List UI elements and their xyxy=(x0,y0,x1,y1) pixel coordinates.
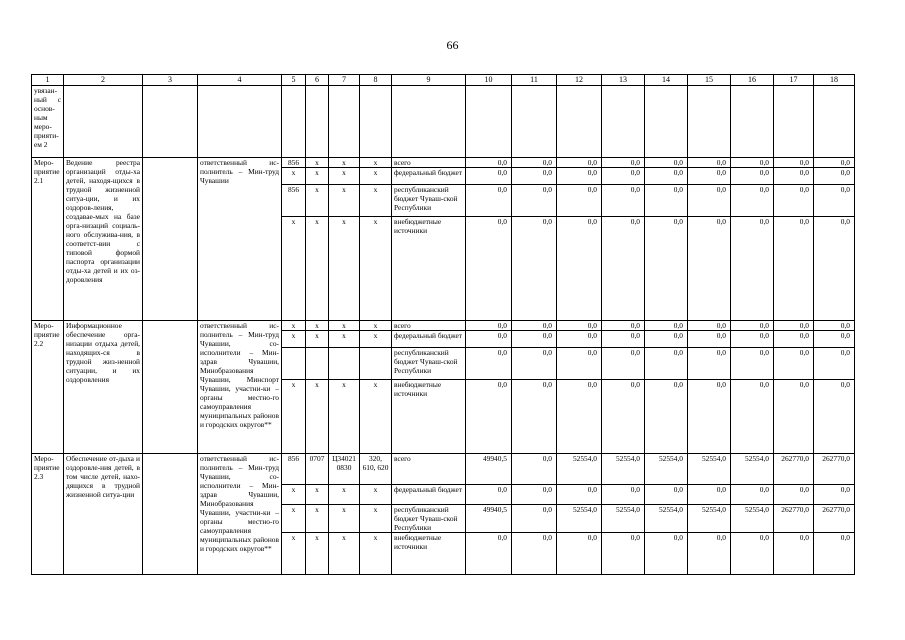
cell-value: 0,0 xyxy=(645,533,688,575)
cell-section: x xyxy=(306,485,329,505)
cell-funding-source: внебюджетные источники xyxy=(392,217,466,321)
cell-value: 0,0 xyxy=(814,331,855,348)
empty-cell xyxy=(688,86,731,158)
cell-value: 0,0 xyxy=(814,485,855,505)
cell-value: 0,0 xyxy=(731,321,774,331)
cell-section: x xyxy=(306,380,329,454)
cell-value: 0,0 xyxy=(512,217,557,321)
header-cell: 15 xyxy=(688,75,731,86)
cell-expense-type: x xyxy=(360,380,392,454)
cell-value: 0,0 xyxy=(512,454,557,485)
header-cell: 7 xyxy=(329,75,360,86)
cell-value: 0,0 xyxy=(466,321,512,331)
cell-target-article: x xyxy=(329,321,360,331)
cell-value: 0,0 xyxy=(557,185,602,217)
cell-target-article xyxy=(329,348,360,380)
cell-value: 262770,0 xyxy=(774,505,814,533)
cell-section: x xyxy=(306,168,329,185)
cell-value: 0,0 xyxy=(466,380,512,454)
empty-cell xyxy=(392,86,466,158)
cell-value: 0,0 xyxy=(814,217,855,321)
cell-value: 0,0 xyxy=(512,380,557,454)
cell-value: 49940,5 xyxy=(466,454,512,485)
cell-value: 0,0 xyxy=(466,348,512,380)
header-cell: 12 xyxy=(557,75,602,86)
cell-value: 0,0 xyxy=(731,185,774,217)
cell-funding-source: республиканский бюджет Чуваш-ской Республики xyxy=(392,185,466,217)
cell-value: 0,0 xyxy=(512,158,557,168)
empty-cell xyxy=(466,86,512,158)
header-cell: 4 xyxy=(198,75,282,86)
cell-value: 0,0 xyxy=(688,158,731,168)
cell-target-article: x xyxy=(329,380,360,454)
cell-value: 0,0 xyxy=(512,505,557,533)
cell-target-article: x xyxy=(329,185,360,217)
cell-value: 0,0 xyxy=(731,217,774,321)
cell-value: 262770,0 xyxy=(814,505,855,533)
cell-value: 0,0 xyxy=(645,158,688,168)
cell-value: 0,0 xyxy=(602,485,645,505)
cell-grbs: x xyxy=(282,380,306,454)
cell-value: 0,0 xyxy=(645,485,688,505)
cell-expense-type: x xyxy=(360,168,392,185)
cell-target-article: Ц34021 0830 xyxy=(329,454,360,485)
cell-grbs: x xyxy=(282,321,306,331)
empty-cell xyxy=(306,86,329,158)
cell-funding-source: федеральный бюджет xyxy=(392,168,466,185)
cell-expense-type: x xyxy=(360,331,392,348)
cell-value: 49940,5 xyxy=(466,505,512,533)
header-cell: 3 xyxy=(143,75,198,86)
empty-cell xyxy=(814,86,855,158)
cell-section xyxy=(306,348,329,380)
cell-value: 0,0 xyxy=(645,380,688,454)
cell-value: 0,0 xyxy=(645,168,688,185)
continuation-cell: увязан-ный с основ-ным меро-прияти-ем 2 xyxy=(32,86,64,158)
header-cell: 9 xyxy=(392,75,466,86)
cell-value: 0,0 xyxy=(602,321,645,331)
measure-name: Меро-приятие 2.1 xyxy=(32,158,64,321)
cell-expense-type: 320, 610, 620 xyxy=(360,454,392,485)
cell-value: 0,0 xyxy=(602,168,645,185)
cell-funding-source: республиканский бюджет Чуваш-ской Республики xyxy=(392,348,466,380)
empty-cell xyxy=(512,86,557,158)
header-row xyxy=(32,75,855,86)
header-cell: 16 xyxy=(731,75,774,86)
cell-value: 0,0 xyxy=(774,348,814,380)
header-cell: 11 xyxy=(512,75,557,86)
header-cell: 17 xyxy=(774,75,814,86)
cell-value: 0,0 xyxy=(731,380,774,454)
cell-value: 0,0 xyxy=(466,185,512,217)
cell-section: x xyxy=(306,185,329,217)
table-row xyxy=(32,454,855,485)
cell-grbs xyxy=(282,348,306,380)
cell-grbs: 856 xyxy=(282,185,306,217)
cell-value: 0,0 xyxy=(557,331,602,348)
cell-value: 0,0 xyxy=(814,533,855,575)
header-cell: 1 xyxy=(32,75,64,86)
cell-value: 0,0 xyxy=(557,533,602,575)
cell-grbs: x xyxy=(282,331,306,348)
empty-cell xyxy=(329,86,360,158)
cell-funding-source: федеральный бюджет xyxy=(392,331,466,348)
cell-expense-type: x xyxy=(360,185,392,217)
cell-target-article: x xyxy=(329,158,360,168)
measure-name: Меро-приятие 2.2 xyxy=(32,321,64,454)
cell-funding-source: внебюджетные источники xyxy=(392,533,466,575)
cell-value: 0,0 xyxy=(557,485,602,505)
cell-value: 0,0 xyxy=(774,185,814,217)
cell-value: 0,0 xyxy=(814,168,855,185)
cell-value: 0,0 xyxy=(512,321,557,331)
cell-value: 52554,0 xyxy=(688,505,731,533)
cell-expense-type: x xyxy=(360,158,392,168)
header-cell: 5 xyxy=(282,75,306,86)
cell-value: 0,0 xyxy=(512,485,557,505)
cell-value: 0,0 xyxy=(512,168,557,185)
cell-value: 0,0 xyxy=(602,185,645,217)
header-cell: 18 xyxy=(814,75,855,86)
cell-value: 262770,0 xyxy=(814,454,855,485)
cell-value: 0,0 xyxy=(688,185,731,217)
cell-value: 0,0 xyxy=(688,331,731,348)
cell-value: 0,0 xyxy=(557,168,602,185)
measure-name: Меро-приятие 2.3 xyxy=(32,454,64,575)
cell-value: 0,0 xyxy=(731,158,774,168)
cell-section: x xyxy=(306,217,329,321)
cell-value: 0,0 xyxy=(774,331,814,348)
cell-value: 0,0 xyxy=(774,158,814,168)
cell-value: 0,0 xyxy=(688,485,731,505)
cell-value: 0,0 xyxy=(814,348,855,380)
cell-value: 0,0 xyxy=(814,321,855,331)
cell-value: 0,0 xyxy=(731,331,774,348)
cell-value: 52554,0 xyxy=(602,454,645,485)
cell-value: 0,0 xyxy=(688,217,731,321)
cell-expense-type: x xyxy=(360,217,392,321)
cell-value: 52554,0 xyxy=(645,505,688,533)
empty-cell xyxy=(731,86,774,158)
cell-funding-source: внебюджетные источники xyxy=(392,380,466,454)
empty-cell xyxy=(282,86,306,158)
page-number: 66 xyxy=(446,38,459,52)
cell-value: 0,0 xyxy=(466,217,512,321)
measure-col3 xyxy=(143,454,198,575)
cell-value: 0,0 xyxy=(731,348,774,380)
cell-value: 52554,0 xyxy=(557,505,602,533)
cell-value: 0,0 xyxy=(814,158,855,168)
measure-description: Информационное обеспечение орга-низации отдыха детей, находящих-ся в трудной жиз-ненной ситуации, и их оздоровления xyxy=(64,321,143,454)
cell-section: x xyxy=(306,158,329,168)
table-row xyxy=(32,158,855,168)
cell-value: 0,0 xyxy=(688,168,731,185)
cell-value: 52554,0 xyxy=(557,454,602,485)
cell-value: 0,0 xyxy=(774,380,814,454)
measure-executors: ответственный ис-полнитель – Мин-труд Чувашии xyxy=(198,158,282,321)
cell-value: 0,0 xyxy=(512,185,557,217)
cell-funding-source: всего xyxy=(392,454,466,485)
empty-cell xyxy=(602,86,645,158)
continuation-row xyxy=(32,86,855,158)
measure-executors: ответственный ис-полнитель – Мин-труд Чувашии, со-исполнители – Мин-здрав Чувашии, Минобразования Чувашии, участни-ки – органы местно-го самоуправления муниципальных районов и городских округов** xyxy=(198,454,282,575)
cell-funding-source: республиканский бюджет Чуваш-ской Республики xyxy=(392,505,466,533)
header-cell: 8 xyxy=(360,75,392,86)
empty-cell xyxy=(557,86,602,158)
cell-funding-source: всего xyxy=(392,158,466,168)
cell-value: 0,0 xyxy=(466,331,512,348)
cell-value: 52554,0 xyxy=(645,454,688,485)
cell-value: 52554,0 xyxy=(731,505,774,533)
cell-expense-type xyxy=(360,348,392,380)
measure-executors: ответственный ис-полнитель – Мин-труд Чувашии, со-исполнители – Мин-здрав Чувашии, Минобразования Чувашии, Минспорт Чувашии, участни-ки – органы местно-го самоуправления муниципальных районов и городских округов** xyxy=(198,321,282,454)
cell-expense-type: x xyxy=(360,533,392,575)
cell-value: 52554,0 xyxy=(602,505,645,533)
cell-value: 0,0 xyxy=(814,185,855,217)
cell-expense-type: x xyxy=(360,485,392,505)
cell-value: 0,0 xyxy=(731,168,774,185)
header-cell: 13 xyxy=(602,75,645,86)
empty-cell xyxy=(143,86,198,158)
cell-value: 0,0 xyxy=(466,485,512,505)
cell-value: 0,0 xyxy=(466,158,512,168)
cell-value: 0,0 xyxy=(557,348,602,380)
cell-section: 0707 xyxy=(306,454,329,485)
cell-target-article: x xyxy=(329,331,360,348)
cell-target-article: x xyxy=(329,533,360,575)
header-cell: 14 xyxy=(645,75,688,86)
cell-target-article: x xyxy=(329,217,360,321)
cell-value: 0,0 xyxy=(512,348,557,380)
cell-value: 0,0 xyxy=(466,533,512,575)
cell-expense-type: x xyxy=(360,321,392,331)
cell-value: 0,0 xyxy=(466,168,512,185)
cell-value: 0,0 xyxy=(557,321,602,331)
cell-value: 0,0 xyxy=(512,533,557,575)
cell-funding-source: федеральный бюджет xyxy=(392,485,466,505)
cell-value: 0,0 xyxy=(774,321,814,331)
cell-section: x xyxy=(306,321,329,331)
cell-value: 0,0 xyxy=(814,380,855,454)
cell-value: 0,0 xyxy=(774,533,814,575)
cell-value: 0,0 xyxy=(645,321,688,331)
cell-value: 52554,0 xyxy=(688,454,731,485)
cell-value: 0,0 xyxy=(557,217,602,321)
cell-value: 0,0 xyxy=(774,485,814,505)
cell-grbs: x xyxy=(282,533,306,575)
cell-target-article: x xyxy=(329,168,360,185)
measure-col3 xyxy=(143,321,198,454)
empty-cell xyxy=(774,86,814,158)
table-row xyxy=(32,321,855,331)
cell-value: 0,0 xyxy=(557,158,602,168)
empty-cell xyxy=(360,86,392,158)
empty-cell xyxy=(64,86,143,158)
cell-value: 0,0 xyxy=(688,321,731,331)
cell-value: 0,0 xyxy=(557,380,602,454)
cell-grbs: 856 xyxy=(282,454,306,485)
cell-expense-type: x xyxy=(360,505,392,533)
budget-table xyxy=(31,74,855,575)
cell-value: 0,0 xyxy=(602,158,645,168)
cell-value: 52554,0 xyxy=(731,454,774,485)
cell-section: x xyxy=(306,331,329,348)
cell-value: 0,0 xyxy=(645,217,688,321)
cell-value: 0,0 xyxy=(602,217,645,321)
cell-value: 0,0 xyxy=(645,331,688,348)
header-cell: 6 xyxy=(306,75,329,86)
cell-value: 0,0 xyxy=(645,348,688,380)
cell-section: x xyxy=(306,505,329,533)
cell-grbs: x xyxy=(282,168,306,185)
cell-value: 0,0 xyxy=(688,348,731,380)
cell-value: 0,0 xyxy=(602,331,645,348)
cell-value: 0,0 xyxy=(731,485,774,505)
cell-value: 0,0 xyxy=(602,380,645,454)
cell-target-article: x xyxy=(329,505,360,533)
cell-value: 0,0 xyxy=(774,217,814,321)
header-cell: 2 xyxy=(64,75,143,86)
cell-value: 0,0 xyxy=(645,185,688,217)
cell-section: x xyxy=(306,533,329,575)
empty-cell xyxy=(198,86,282,158)
header-cell: 10 xyxy=(466,75,512,86)
cell-grbs: x xyxy=(282,485,306,505)
cell-grbs: 856 xyxy=(282,158,306,168)
cell-target-article: x xyxy=(329,485,360,505)
cell-value: 0,0 xyxy=(688,533,731,575)
empty-cell xyxy=(645,86,688,158)
cell-value: 0,0 xyxy=(774,168,814,185)
cell-value: 0,0 xyxy=(688,380,731,454)
cell-grbs: x xyxy=(282,217,306,321)
cell-grbs: x xyxy=(282,505,306,533)
measure-col3 xyxy=(143,158,198,321)
cell-value: 0,0 xyxy=(602,348,645,380)
cell-value: 0,0 xyxy=(602,533,645,575)
measure-description: Обеспечение от-дыха и оздоровле-ния детей, в том числе детей, нахо-дящихся в трудной жизненной ситуа-ции xyxy=(64,454,143,575)
cell-funding-source: всего xyxy=(392,321,466,331)
cell-value: 0,0 xyxy=(512,331,557,348)
cell-value: 262770,0 xyxy=(774,454,814,485)
cell-value: 0,0 xyxy=(731,533,774,575)
measure-description: Ведение реестра организаций отды-ха детей, находя-щихся в трудной жизненной ситуа-ции, и их оздоров-ления, создавае-мых на базе орга-низаций социаль-ного обслужива-ния, в соответст-вии с типовой формой паспорта организации отды-ха детей и их оз-доровления xyxy=(64,158,143,321)
